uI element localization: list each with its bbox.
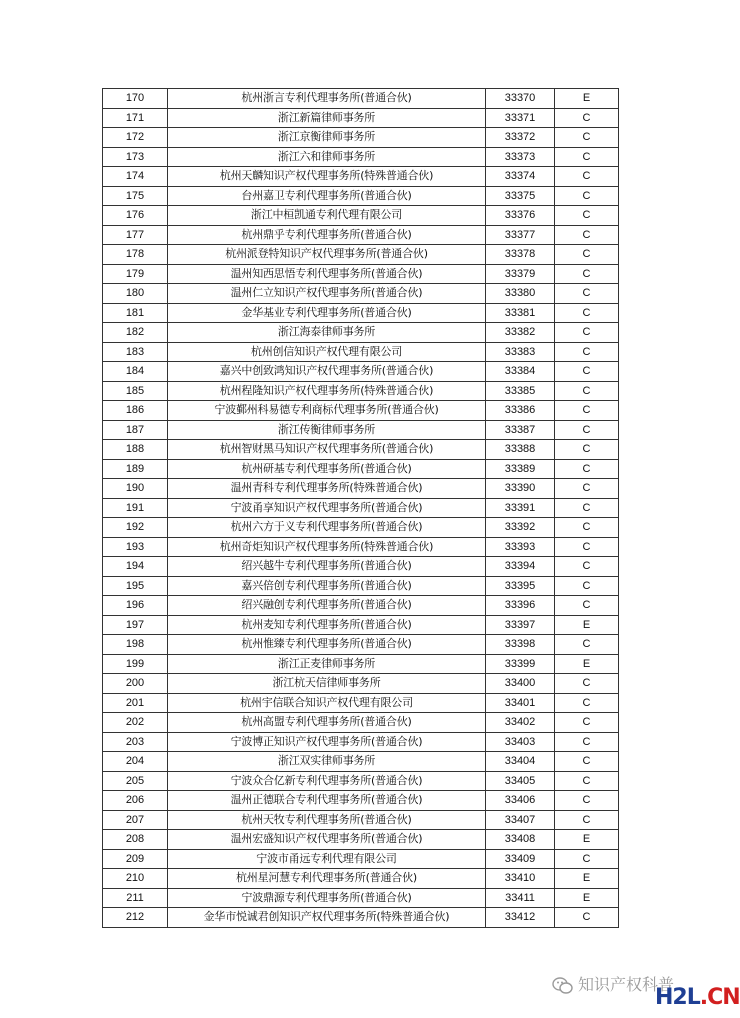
row-number-cell: 175 [103, 186, 168, 206]
row-number-cell: 198 [103, 635, 168, 655]
agency-grade-cell: C [555, 264, 619, 284]
row-number-cell: 194 [103, 557, 168, 577]
table-row [103, 323, 619, 343]
table-row [103, 635, 619, 655]
row-number-cell: 207 [103, 810, 168, 830]
row-number-cell: 171 [103, 108, 168, 128]
row-number-cell: 191 [103, 498, 168, 518]
agency-name-cell: 杭州六方于义专利代理事务所(普通合伙) [168, 518, 486, 538]
agency-grade-cell: C [555, 459, 619, 479]
agency-code-cell: 33400 [486, 674, 555, 694]
agency-name-cell: 杭州创信知识产权代理有限公司 [168, 342, 486, 362]
agency-code-cell: 33407 [486, 810, 555, 830]
agency-code-cell: 33389 [486, 459, 555, 479]
agency-grade-cell: C [555, 401, 619, 421]
wechat-watermark-text: 知识产权科普 [578, 975, 675, 994]
table-row [103, 284, 619, 304]
table-row [103, 498, 619, 518]
agency-grade-cell: E [555, 654, 619, 674]
row-number-cell: 187 [103, 420, 168, 440]
agency-grade-cell: C [555, 557, 619, 577]
table-row [103, 225, 619, 245]
agency-grade-cell: C [555, 381, 619, 401]
row-number-cell: 201 [103, 693, 168, 713]
table-row [103, 186, 619, 206]
agency-code-cell: 33398 [486, 635, 555, 655]
agency-code-cell: 33412 [486, 908, 555, 928]
agency-name-cell: 浙江海泰律师事务所 [168, 323, 486, 343]
agency-code-cell: 33411 [486, 888, 555, 908]
row-number-cell: 176 [103, 206, 168, 226]
agency-name-cell: 杭州奇炬知识产权代理事务所(特殊普通合伙) [168, 537, 486, 557]
table-row [103, 479, 619, 499]
table-row [103, 791, 619, 811]
agency-code-cell: 33401 [486, 693, 555, 713]
agency-grade-cell: C [555, 225, 619, 245]
row-number-cell: 195 [103, 576, 168, 596]
agency-grade-cell: C [555, 635, 619, 655]
table-row [103, 518, 619, 538]
row-number-cell: 183 [103, 342, 168, 362]
agency-name-cell: 杭州鼎乎专利代理事务所(普通合伙) [168, 225, 486, 245]
agency-name-cell: 浙江双实律师事务所 [168, 752, 486, 772]
agency-name-cell: 杭州程隆知识产权代理事务所(特殊普通合伙) [168, 381, 486, 401]
row-number-cell: 179 [103, 264, 168, 284]
agency-name-cell: 杭州宇信联合知识产权代理有限公司 [168, 693, 486, 713]
row-number-cell: 192 [103, 518, 168, 538]
agency-name-cell: 浙江传衡律师事务所 [168, 420, 486, 440]
row-number-cell: 184 [103, 362, 168, 382]
row-number-cell: 189 [103, 459, 168, 479]
row-number-cell: 186 [103, 401, 168, 421]
agency-grade-cell: C [555, 693, 619, 713]
row-number-cell: 200 [103, 674, 168, 694]
row-number-cell: 210 [103, 869, 168, 889]
row-number-cell: 173 [103, 147, 168, 167]
agency-code-cell: 33378 [486, 245, 555, 265]
agency-code-cell: 33377 [486, 225, 555, 245]
agency-code-cell: 33397 [486, 615, 555, 635]
table-row [103, 771, 619, 791]
row-number-cell: 205 [103, 771, 168, 791]
agency-code-cell: 33386 [486, 401, 555, 421]
agency-name-cell: 杭州智财黑马知识产权代理事务所(普通合伙) [168, 440, 486, 460]
agency-name-cell: 杭州天牧专利代理事务所(普通合伙) [168, 810, 486, 830]
agency-grade-cell: E [555, 89, 619, 109]
site-logo-dot: . [699, 985, 708, 1010]
site-logo-h2l: H2L [655, 985, 700, 1010]
agency-code-cell: 33375 [486, 186, 555, 206]
agency-grade-cell: C [555, 440, 619, 460]
agency-grade-cell: E [555, 830, 619, 850]
agency-code-cell: 33370 [486, 89, 555, 109]
agency-code-cell: 33384 [486, 362, 555, 382]
agency-grade-cell: C [555, 752, 619, 772]
agency-name-cell: 浙江杭天信律师事务所 [168, 674, 486, 694]
row-number-cell: 172 [103, 128, 168, 148]
agency-name-cell: 浙江中桓凯通专利代理有限公司 [168, 206, 486, 226]
agency-name-cell: 浙江京衡律师事务所 [168, 128, 486, 148]
agency-grade-cell: C [555, 342, 619, 362]
agency-name-cell: 杭州天麟知识产权代理事务所(特殊普通合伙) [168, 167, 486, 187]
agency-code-cell: 33387 [486, 420, 555, 440]
agency-code-cell: 33394 [486, 557, 555, 577]
agency-name-cell: 温州仁立知识产权代理事务所(普通合伙) [168, 284, 486, 304]
agency-code-cell: 33404 [486, 752, 555, 772]
table-row [103, 381, 619, 401]
agency-code-cell: 33372 [486, 128, 555, 148]
table-row [103, 732, 619, 752]
table-row [103, 596, 619, 616]
table-row [103, 713, 619, 733]
table-row [103, 576, 619, 596]
table-row [103, 752, 619, 772]
row-number-cell: 197 [103, 615, 168, 635]
agency-name-cell: 嘉兴中创致鸿知识产权代理事务所(普通合伙) [168, 362, 486, 382]
row-number-cell: 204 [103, 752, 168, 772]
agency-name-cell: 杭州惟臻专利代理事务所(普通合伙) [168, 635, 486, 655]
agency-name-cell: 嘉兴倍创专利代理事务所(普通合伙) [168, 576, 486, 596]
row-number-cell: 212 [103, 908, 168, 928]
agency-grade-cell: C [555, 849, 619, 869]
agency-name-cell: 杭州高盟专利代理事务所(普通合伙) [168, 713, 486, 733]
agency-grade-cell: C [555, 479, 619, 499]
agency-grade-cell: C [555, 147, 619, 167]
table-row [103, 89, 619, 109]
site-watermark-logo [655, 985, 740, 1010]
table-row [103, 303, 619, 323]
agency-grade-cell: C [555, 108, 619, 128]
agency-grade-cell: C [555, 810, 619, 830]
row-number-cell: 208 [103, 830, 168, 850]
agency-code-cell: 33396 [486, 596, 555, 616]
agency-name-cell: 温州知西思悟专利代理事务所(普通合伙) [168, 264, 486, 284]
table-row [103, 245, 619, 265]
agency-grade-cell: C [555, 245, 619, 265]
agency-name-cell: 宁波市甬远专利代理有限公司 [168, 849, 486, 869]
agency-code-cell: 33383 [486, 342, 555, 362]
table-row [103, 401, 619, 421]
table-row [103, 849, 619, 869]
table-row [103, 264, 619, 284]
agency-code-cell: 33374 [486, 167, 555, 187]
row-number-cell: 181 [103, 303, 168, 323]
agency-name-cell: 宁波鄞州科易德专利商标代理事务所(普通合伙) [168, 401, 486, 421]
agency-name-cell: 台州嘉卫专利代理事务所(普通合伙) [168, 186, 486, 206]
agency-grade-cell: C [555, 537, 619, 557]
agency-name-cell: 宁波甬享知识产权代理事务所(普通合伙) [168, 498, 486, 518]
agency-grade-cell: E [555, 869, 619, 889]
agency-grade-cell: E [555, 615, 619, 635]
row-number-cell: 196 [103, 596, 168, 616]
agency-code-cell: 33409 [486, 849, 555, 869]
agency-code-cell: 33399 [486, 654, 555, 674]
agency-name-cell: 杭州浙言专利代理事务所(普通合伙) [168, 89, 486, 109]
table-row [103, 557, 619, 577]
wechat-icon [552, 976, 574, 996]
row-number-cell: 209 [103, 849, 168, 869]
agency-code-cell: 33376 [486, 206, 555, 226]
agency-table [102, 88, 619, 928]
agency-grade-cell: C [555, 518, 619, 538]
row-number-cell: 178 [103, 245, 168, 265]
table-row [103, 167, 619, 187]
agency-grade-cell: C [555, 128, 619, 148]
agency-name-cell: 杭州派登特知识产权代理事务所(普通合伙) [168, 245, 486, 265]
agency-grade-cell: C [555, 576, 619, 596]
table-row [103, 869, 619, 889]
table-row [103, 440, 619, 460]
table-row [103, 908, 619, 928]
row-number-cell: 199 [103, 654, 168, 674]
row-number-cell: 211 [103, 888, 168, 908]
agency-code-cell: 33395 [486, 576, 555, 596]
agency-grade-cell: C [555, 596, 619, 616]
agency-code-cell: 33402 [486, 713, 555, 733]
agency-grade-cell: C [555, 713, 619, 733]
agency-grade-cell: C [555, 674, 619, 694]
table-row [103, 362, 619, 382]
row-number-cell: 180 [103, 284, 168, 304]
agency-grade-cell: C [555, 323, 619, 343]
table-row [103, 810, 619, 830]
table-row [103, 147, 619, 167]
agency-name-cell: 绍兴越牛专利代理事务所(普通合伙) [168, 557, 486, 577]
agency-code-cell: 33393 [486, 537, 555, 557]
agency-code-cell: 33406 [486, 791, 555, 811]
agency-table-body [103, 89, 619, 928]
agency-name-cell: 宁波鼎源专利代理事务所(普通合伙) [168, 888, 486, 908]
agency-name-cell: 浙江六和律师事务所 [168, 147, 486, 167]
table-row [103, 615, 619, 635]
row-number-cell: 185 [103, 381, 168, 401]
row-number-cell: 182 [103, 323, 168, 343]
row-number-cell: 203 [103, 732, 168, 752]
row-number-cell: 206 [103, 791, 168, 811]
agency-code-cell: 33379 [486, 264, 555, 284]
site-logo-cn: CN [707, 985, 740, 1010]
agency-grade-cell: C [555, 206, 619, 226]
table-row [103, 420, 619, 440]
row-number-cell: 190 [103, 479, 168, 499]
row-number-cell: 177 [103, 225, 168, 245]
agency-grade-cell: C [555, 303, 619, 323]
table-row [103, 537, 619, 557]
agency-code-cell: 33382 [486, 323, 555, 343]
agency-name-cell: 宁波博正知识产权代理事务所(普通合伙) [168, 732, 486, 752]
agency-code-cell: 33405 [486, 771, 555, 791]
agency-grade-cell: C [555, 167, 619, 187]
agency-code-cell: 33381 [486, 303, 555, 323]
agency-grade-cell: C [555, 732, 619, 752]
table-row [103, 342, 619, 362]
agency-grade-cell: C [555, 420, 619, 440]
agency-code-cell: 33392 [486, 518, 555, 538]
agency-grade-cell: E [555, 888, 619, 908]
table-row [103, 693, 619, 713]
agency-grade-cell: C [555, 908, 619, 928]
agency-code-cell: 33385 [486, 381, 555, 401]
agency-name-cell: 杭州麦知专利代理事务所(普通合伙) [168, 615, 486, 635]
agency-code-cell: 33371 [486, 108, 555, 128]
agency-code-cell: 33408 [486, 830, 555, 850]
agency-name-cell: 宁波众合亿新专利代理事务所(普通合伙) [168, 771, 486, 791]
table-row [103, 128, 619, 148]
row-number-cell: 193 [103, 537, 168, 557]
table-row [103, 888, 619, 908]
agency-grade-cell: C [555, 771, 619, 791]
agency-name-cell: 温州正德联合专利代理事务所(普通合伙) [168, 791, 486, 811]
agency-name-cell: 绍兴融创专利代理事务所(普通合伙) [168, 596, 486, 616]
agency-code-cell: 33391 [486, 498, 555, 518]
agency-name-cell: 杭州研基专利代理事务所(普通合伙) [168, 459, 486, 479]
agency-grade-cell: C [555, 284, 619, 304]
agency-name-cell: 浙江新篇律师事务所 [168, 108, 486, 128]
agency-code-cell: 33388 [486, 440, 555, 460]
agency-name-cell: 杭州星河慧专利代理事务所(普通合伙) [168, 869, 486, 889]
agency-name-cell: 金华市悦诚君创知识产权代理事务所(特殊普通合伙) [168, 908, 486, 928]
agency-code-cell: 33373 [486, 147, 555, 167]
agency-name-cell: 金华基业专利代理事务所(普通合伙) [168, 303, 486, 323]
row-number-cell: 174 [103, 167, 168, 187]
agency-grade-cell: C [555, 362, 619, 382]
agency-code-cell: 33410 [486, 869, 555, 889]
agency-name-cell: 温州青科专利代理事务所(特殊普通合伙) [168, 479, 486, 499]
table-row [103, 654, 619, 674]
table-row [103, 206, 619, 226]
agency-name-cell: 浙江正麦律师事务所 [168, 654, 486, 674]
row-number-cell: 170 [103, 89, 168, 109]
table-row [103, 459, 619, 479]
agency-grade-cell: C [555, 791, 619, 811]
agency-grade-cell: C [555, 186, 619, 206]
table-row [103, 108, 619, 128]
table-row [103, 674, 619, 694]
table-row [103, 830, 619, 850]
agency-grade-cell: C [555, 498, 619, 518]
agency-code-cell: 33403 [486, 732, 555, 752]
agency-code-cell: 33380 [486, 284, 555, 304]
agency-name-cell: 温州宏盛知识产权代理事务所(普通合伙) [168, 830, 486, 850]
row-number-cell: 202 [103, 713, 168, 733]
row-number-cell: 188 [103, 440, 168, 460]
agency-code-cell: 33390 [486, 479, 555, 499]
